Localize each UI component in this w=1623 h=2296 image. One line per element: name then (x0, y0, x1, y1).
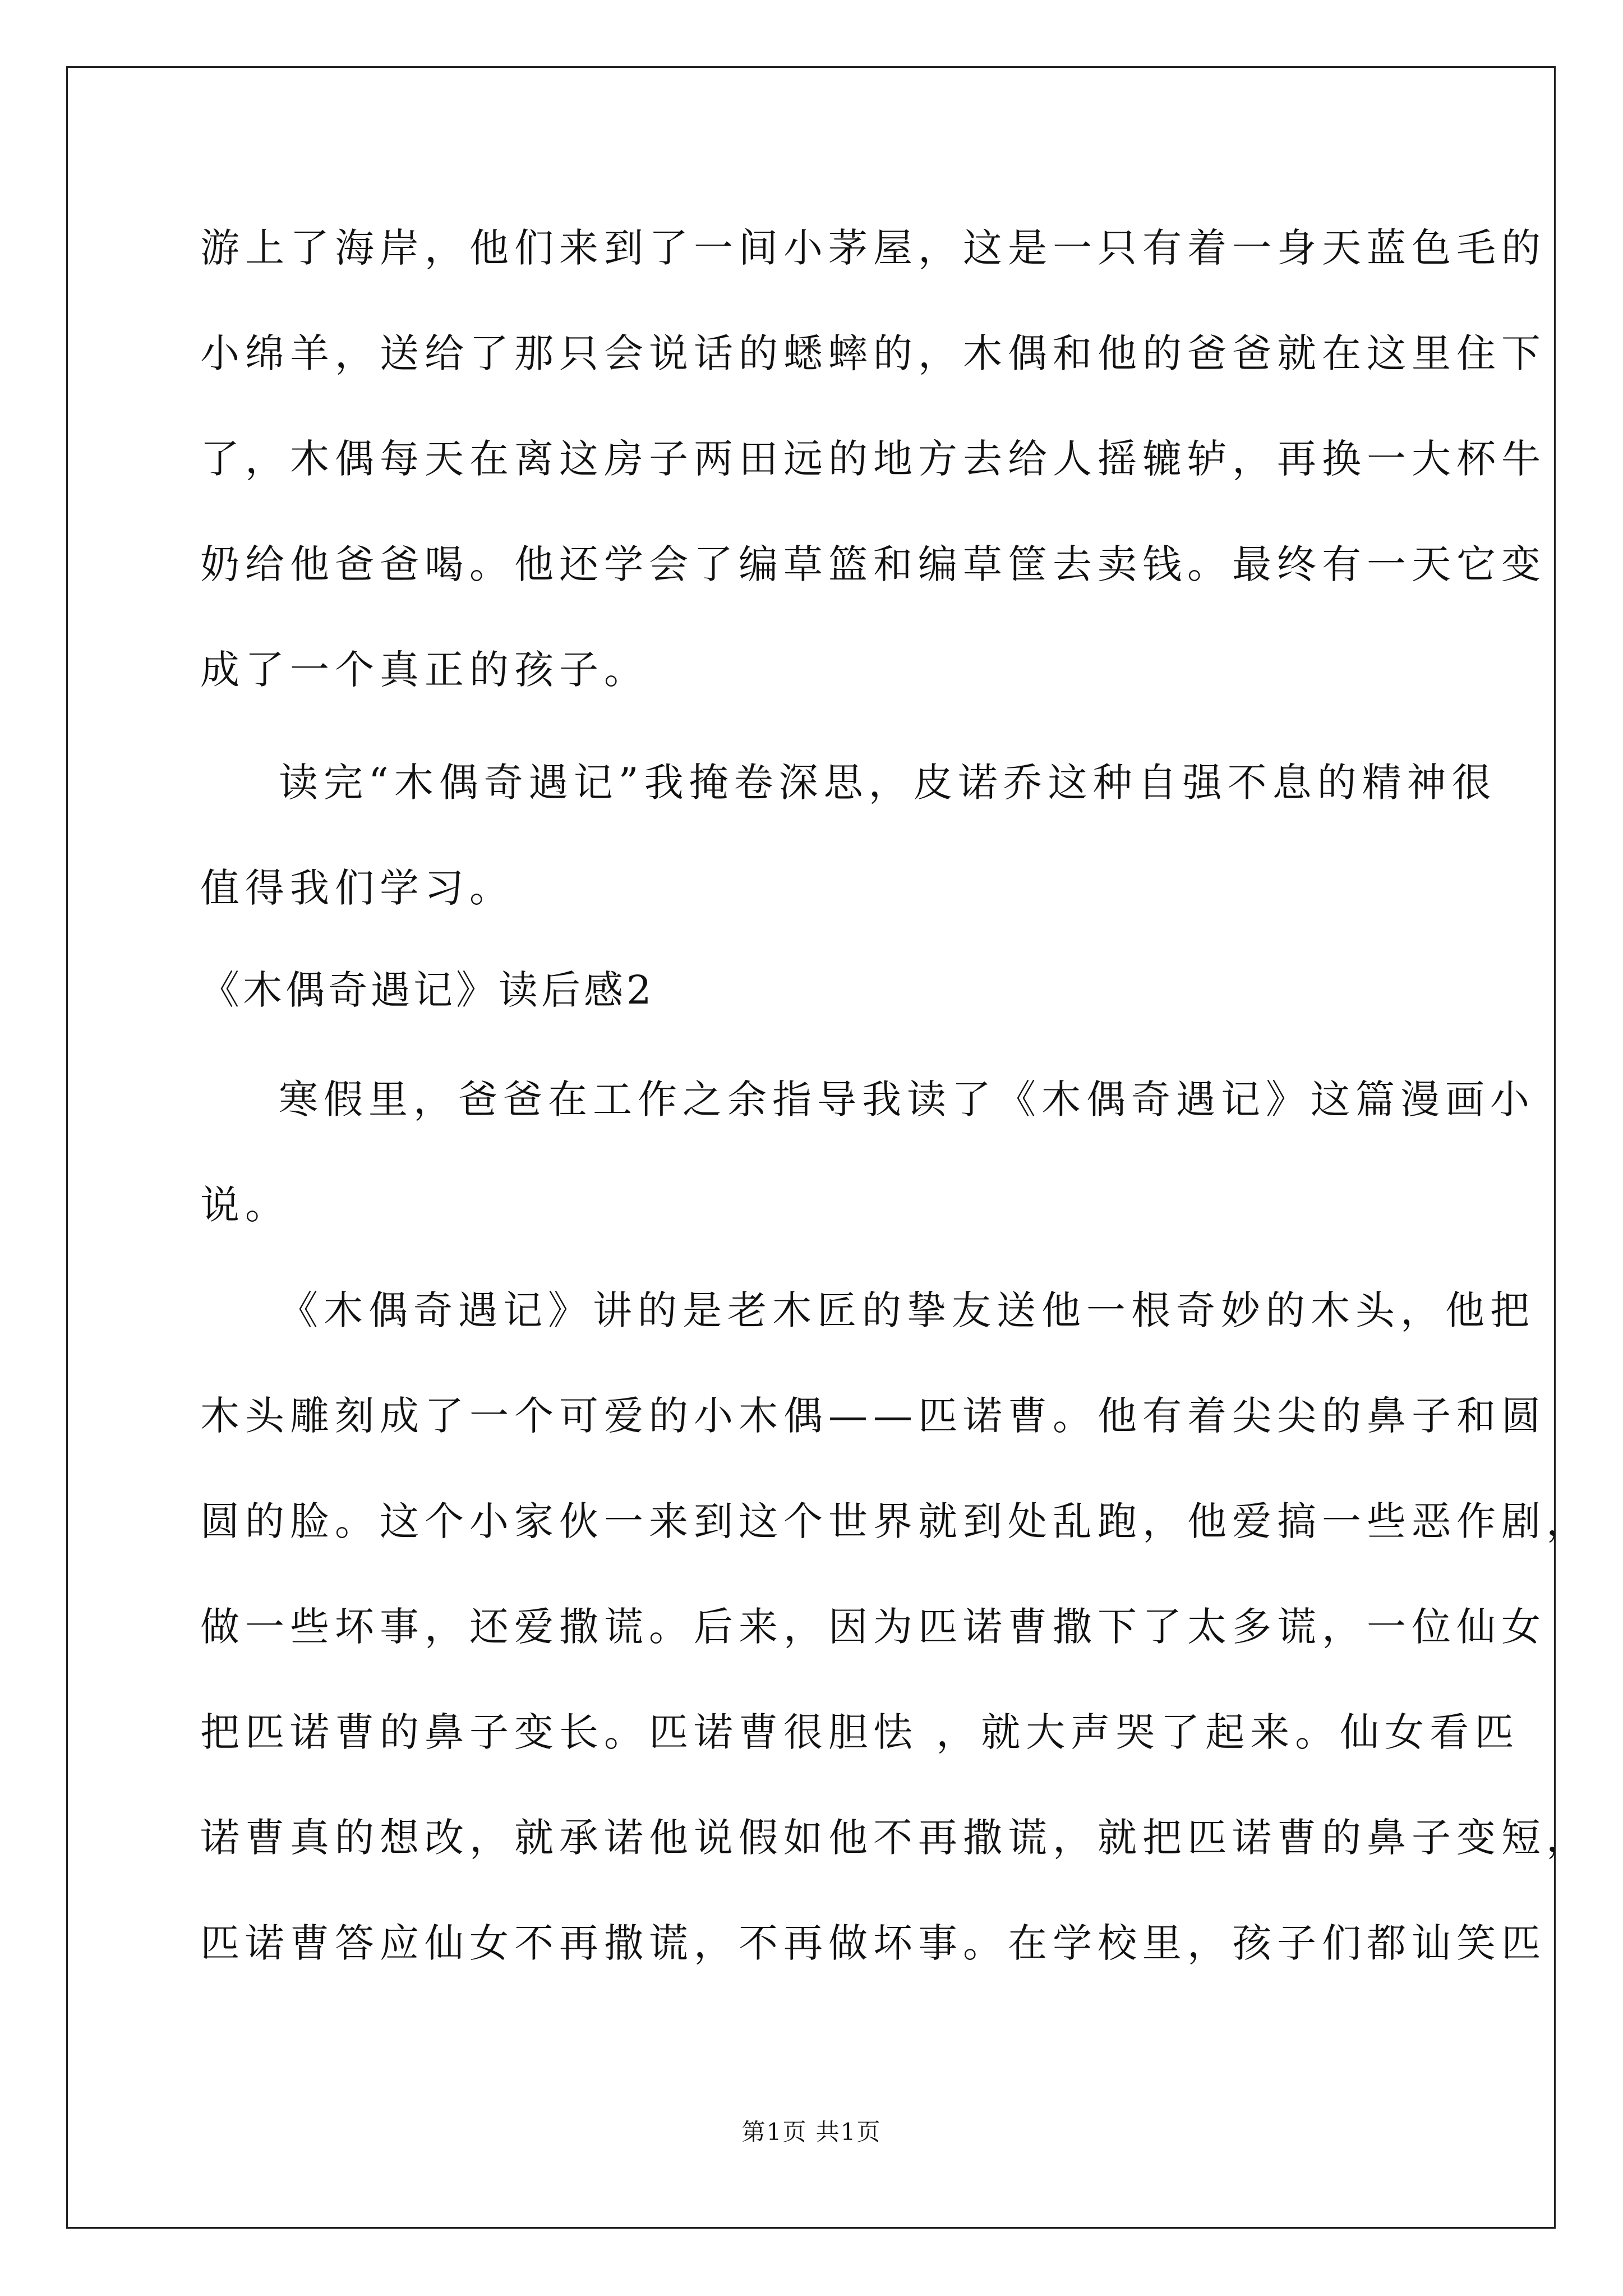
text-line: 做一些坏事，还爱撒谎。后来，因为匹诺曹撒下了太多谎，一位仙女 (200, 1604, 1546, 1650)
text-line: 把匹诺曹的鼻子变长。匹诺曹很胆怯 ，就大声哭了起来。仙女看匹 (200, 1709, 1520, 1755)
paragraph-first-line: 寒假里，爸爸在工作之余指导我读了《木偶奇遇记》这篇漫画小 (279, 1076, 1535, 1122)
page-footer: 第1页 共1页 (741, 2118, 882, 2146)
section-heading: 《木偶奇遇记》读后感2 (200, 967, 655, 1013)
text-line: 了，木偶每天在离这房子两田远的地方去给人摇辘轳，再换一大杯牛 (200, 436, 1546, 482)
text-line: 小绵羊，送给了那只会说话的蟋蟀的，木偶和他的爸爸就在这里住下 (200, 330, 1546, 376)
page-border (66, 66, 1556, 2229)
text-line: 匹诺曹答应仙女不再撒谎，不再做坏事。在学校里，孩子们都讪笑匹 (200, 1920, 1546, 1966)
text-line: 值得我们学习。 (200, 865, 514, 911)
text-line: 诺曹真的想改，就承诺他说假如他不再撒谎，就把匹诺曹的鼻子变短， (200, 1815, 1591, 1861)
text-line: 圆的脸。这个小家伙一来到这个世界就到处乱跑，他爱搞一些恶作剧， (200, 1498, 1591, 1544)
text-line: 游上了海岸，他们来到了一间小茅屋，这是一只有着一身天蓝色毛的 (200, 225, 1546, 271)
text-line: 成了一个真正的孩子。 (200, 647, 649, 693)
text-line: 木头雕刻成了一个可爱的小木偶——匹诺曹。他有着尖尖的鼻子和圆 (200, 1393, 1546, 1439)
text-line: 说。 (200, 1182, 290, 1228)
text-line: 奶给他爸爸喝。他还学会了编草篮和编草筐去卖钱。最终有一天它变 (200, 541, 1546, 587)
paragraph-first-line: 《木偶奇遇记》讲的是老木匠的挚友送他一根奇妙的木头，他把 (279, 1287, 1535, 1333)
paragraph-first-line: 读完“木偶奇遇记”我掩卷深思，皮诺乔这种自强不息的精神很 (279, 760, 1497, 806)
